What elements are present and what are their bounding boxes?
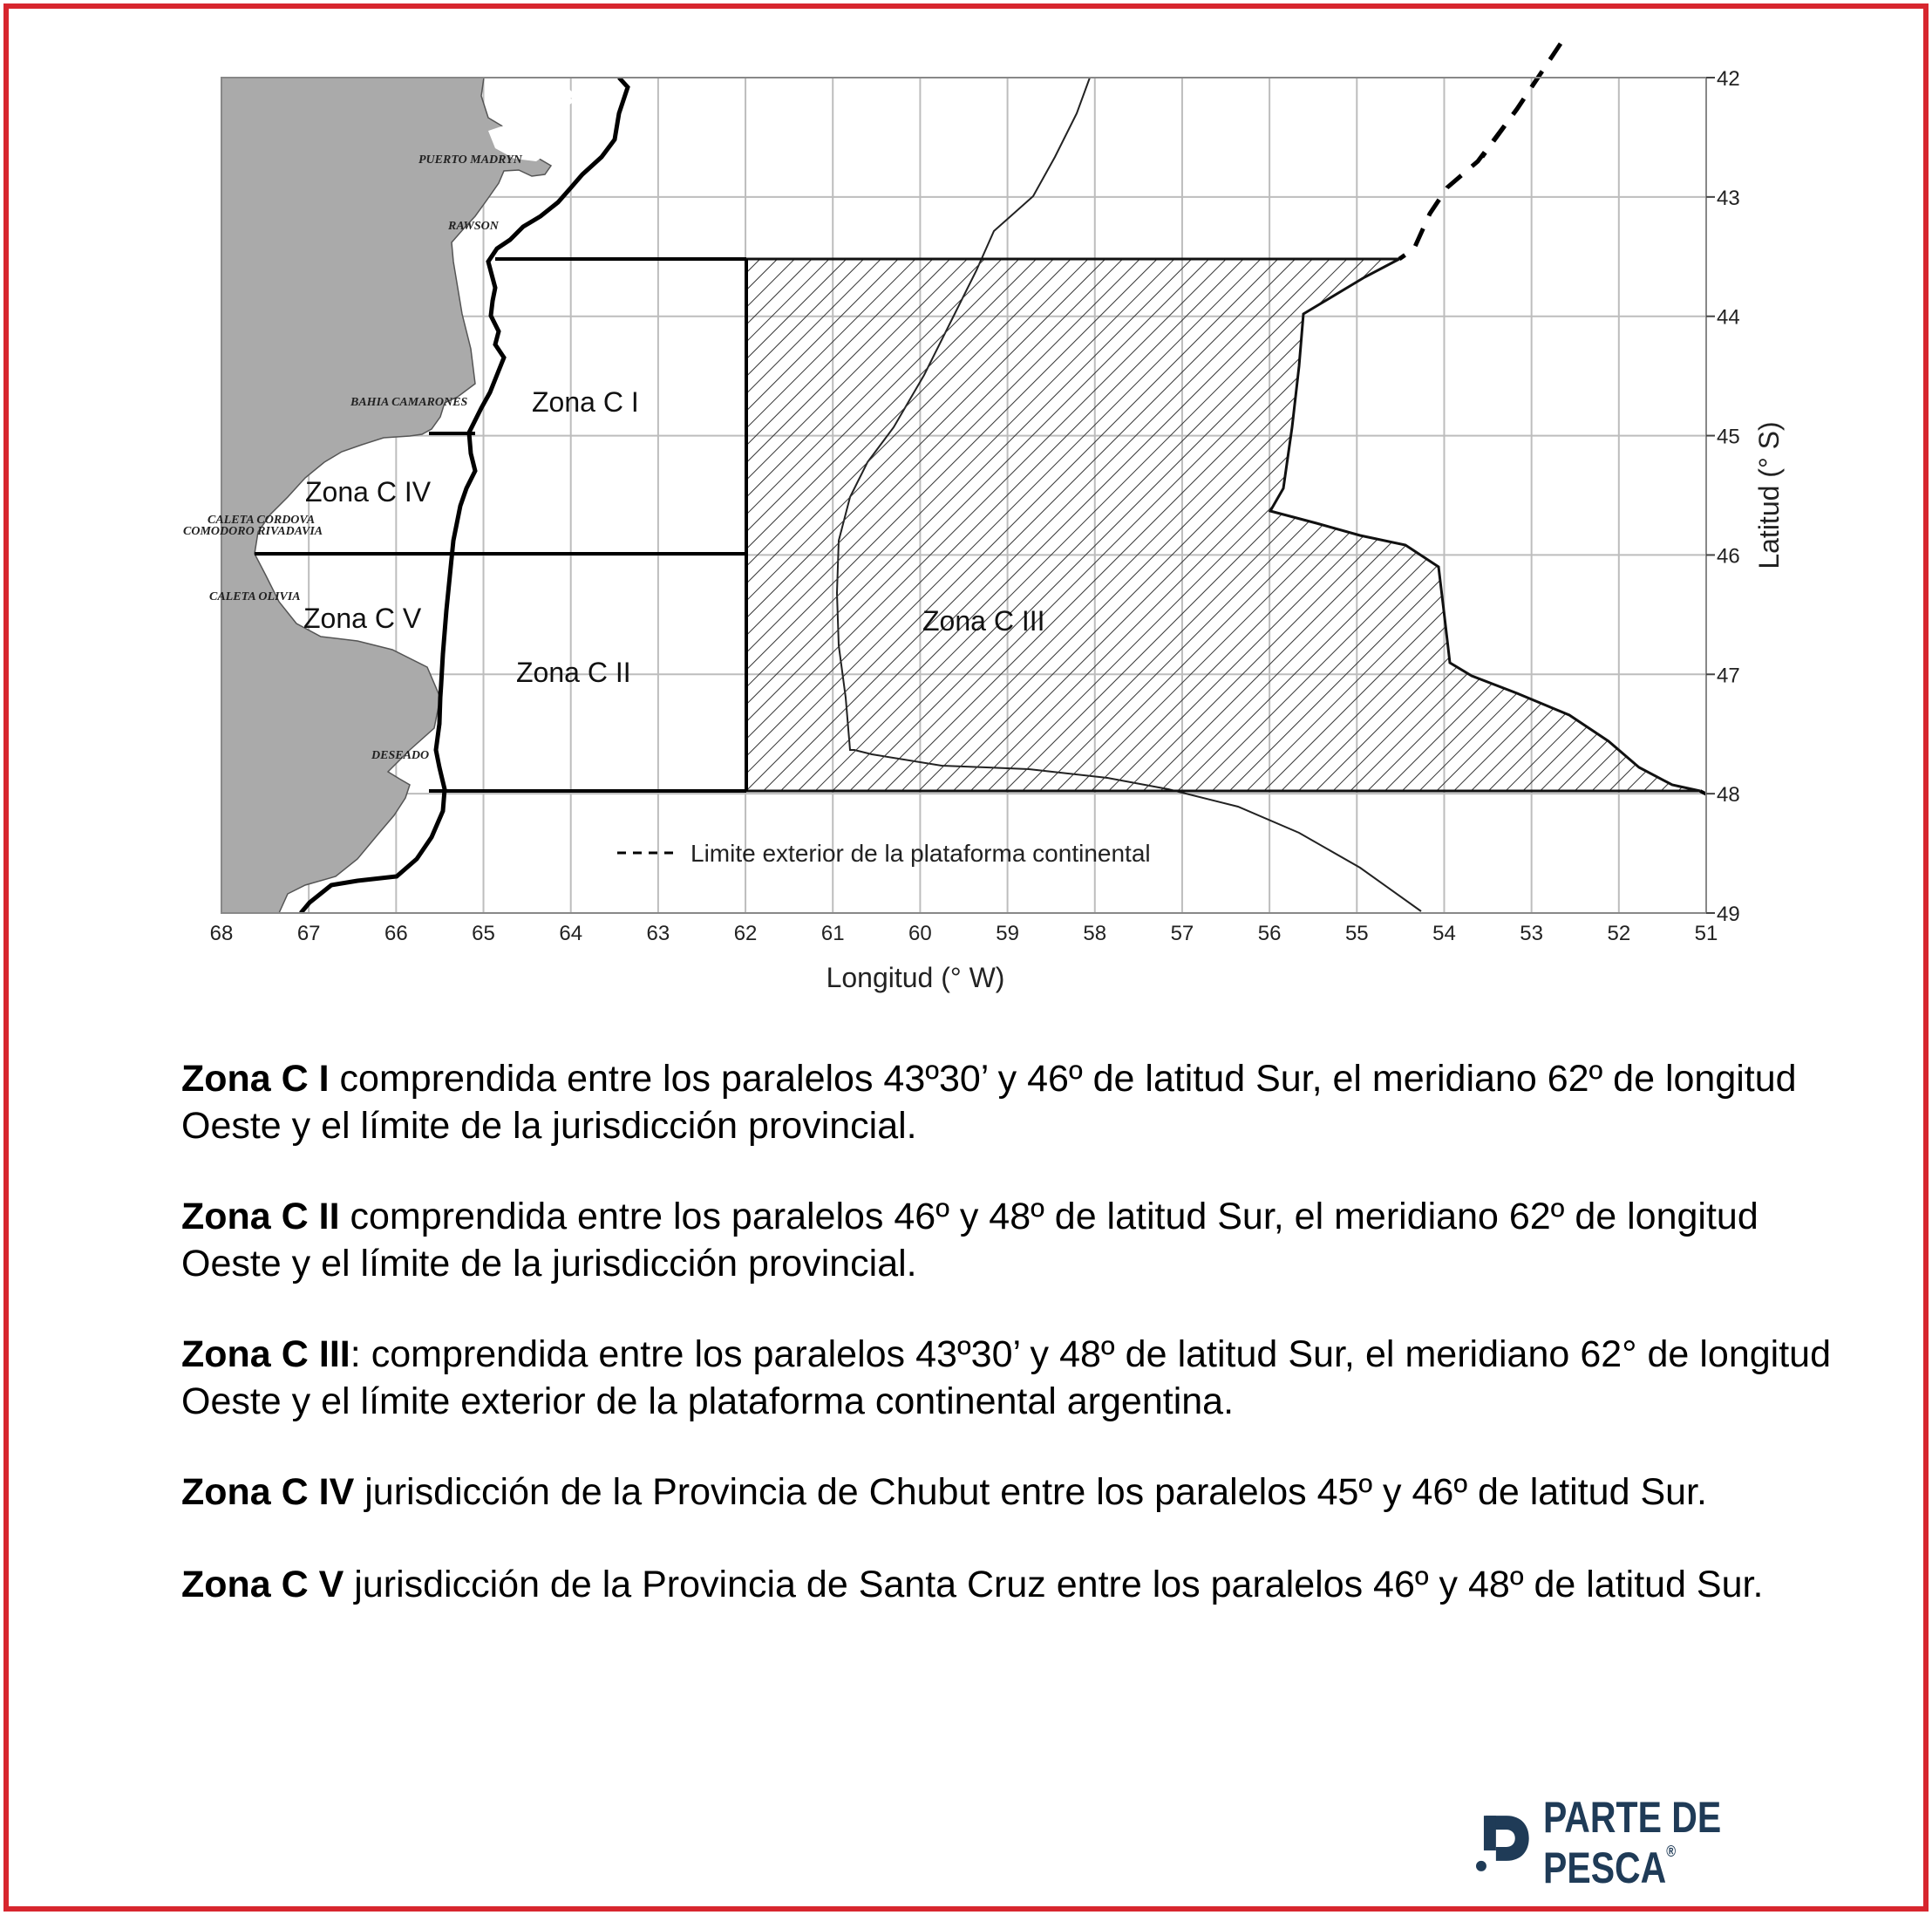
description-c4-text: jurisdicción de la Provincia de Chubut entre los paralelos 45º y 46º de latitud Sur. [354, 1471, 1707, 1513]
x-tick-label: 59 [996, 922, 1019, 945]
x-tick-label: 56 [1257, 922, 1282, 945]
place-comodoro-rivadavia: COMODORO RIVADAVIA [183, 525, 323, 538]
description-c5-name: Zona C V [181, 1564, 344, 1605]
description-c1-text: comprendida entre los paralelos 43º30’ y 46º de latitud Sur, el meridiano 62º de longitud Oeste y el límite de la jurisdicción provincial. [181, 1058, 1797, 1147]
brand-name-text: PARTE DE PESCA [1542, 1793, 1721, 1892]
description-c5 [181, 1561, 1831, 1608]
x-tick-label: 67 [296, 922, 321, 945]
description-c4-name: Zona C IV [181, 1471, 355, 1513]
x-tick-label: 66 [384, 922, 408, 945]
x-tick-label: 58 [1083, 922, 1107, 945]
place-deseado: DESEADO [371, 749, 430, 762]
place-caleta-olivia: CALETA OLIVIA [209, 590, 301, 603]
x-tick-label: 54 [1432, 922, 1456, 945]
y-tick-label: 43 [1717, 186, 1740, 210]
description-c3 [181, 1331, 1831, 1425]
x-tick-label: 64 [559, 922, 583, 945]
y-tick-labels [1706, 67, 1740, 926]
x-tick-label: 53 [1520, 922, 1543, 945]
description-c1-name: Zona C I [181, 1058, 330, 1100]
x-tick-label: 57 [1170, 922, 1194, 945]
description-c3-name: Zona C III [181, 1333, 350, 1375]
description-c5-text: jurisdicción de la Provincia de Santa Cruz entre los paralelos 46º y 48º de latitud Sur. [344, 1564, 1764, 1605]
y-tick-label: 45 [1717, 425, 1740, 449]
x-axis-label: Longitud (° W) [826, 962, 1005, 993]
zone-label-c4: Zona C IV [305, 476, 432, 508]
y-tick-label: 48 [1717, 783, 1740, 808]
x-tick-label: 60 [908, 922, 932, 945]
x-tick-label: 51 [1694, 922, 1718, 945]
description-c4 [181, 1469, 1831, 1516]
y-tick-label: 42 [1717, 67, 1740, 91]
brand-name [1543, 1792, 1862, 1893]
place-bahia-camarones: BAHIA CAMARONES [350, 396, 468, 409]
zone-label-c5: Zona C V [303, 603, 422, 634]
x-tick-label: 63 [646, 922, 670, 945]
x-tick-label: 62 [733, 922, 758, 945]
y-tick-label: 46 [1717, 544, 1740, 569]
x-tick-label: 68 [209, 922, 234, 945]
x-tick-label: 65 [472, 922, 495, 945]
x-tick-label: 52 [1607, 922, 1631, 945]
place-puerto-madryn: PUERTO MADRYN [418, 153, 522, 167]
brand-registered-mark: ® [1665, 1843, 1676, 1860]
brand-logo [1473, 1793, 1932, 1892]
place-caleta-cordova: CALETA CORDOVA [207, 514, 316, 527]
zone-label-c2: Zona C II [516, 657, 631, 688]
parte-de-pesca-logo-icon [1473, 1812, 1531, 1873]
description-c2-name: Zona C II [181, 1196, 340, 1237]
y-tick-label: 47 [1717, 664, 1740, 688]
place-rawson: RAWSON [448, 220, 499, 233]
y-tick-label: 49 [1717, 903, 1740, 926]
description-c2-text: comprendida entre los paralelos 46º y 48º de latitud Sur, el meridiano 62º de longitud Oeste y el límite de la jurisdicción provincial. [181, 1196, 1759, 1285]
x-tick-label: 61 [820, 922, 845, 945]
description-c3-text: comprendida entre los paralelos 43º30’ y 48º de latitud Sur, el meridiano 62° de longitud Oeste y el límite exterior de la plataforma continental argentina. [181, 1333, 1831, 1422]
description-c2 [181, 1193, 1831, 1287]
y-axis-label: Latitud (° S) [1753, 421, 1785, 569]
y-tick-label: 44 [1717, 305, 1740, 330]
zone-label-c3: Zona C III [922, 605, 1045, 637]
legend-label: Limite exterior de la plataforma continental [690, 840, 1151, 867]
zone-label-c1: Zona C I [532, 386, 639, 418]
description-c3-sep: : [350, 1333, 361, 1375]
x-tick-label: 55 [1344, 922, 1369, 945]
description-c1 [181, 1055, 1831, 1149]
x-tick-labels [210, 922, 1718, 945]
